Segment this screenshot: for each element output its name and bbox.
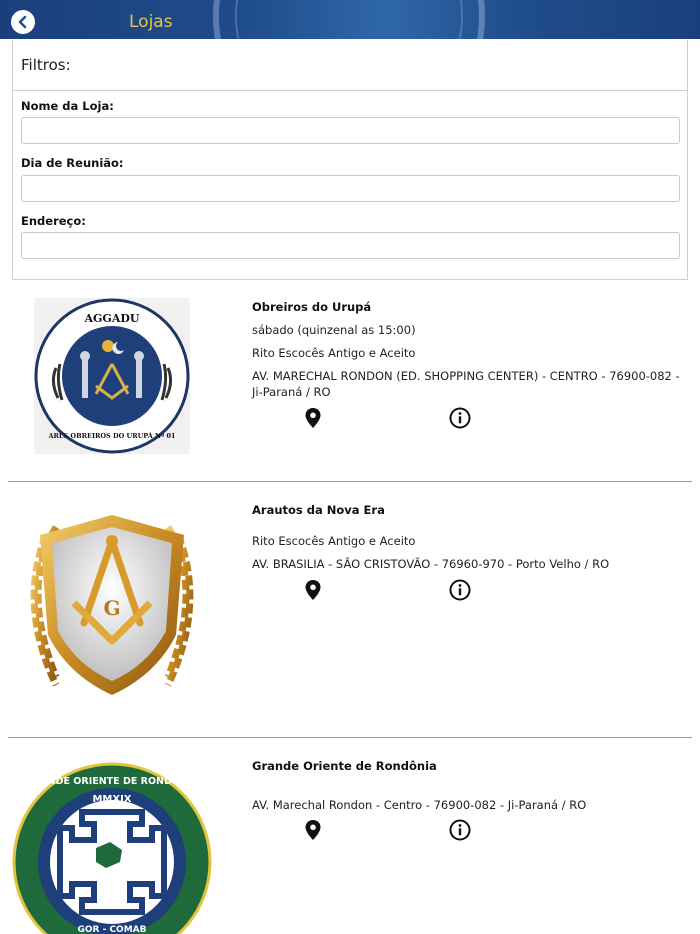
chevron-left-icon — [16, 15, 30, 29]
info-circle-icon — [449, 579, 471, 601]
svg-text:G: G — [103, 596, 121, 620]
lodge-name: Grande Oriente de Rondônia — [252, 759, 437, 773]
lodge-logo-arautos — [16, 505, 208, 709]
info-button[interactable] — [448, 578, 472, 602]
lodge-rite: Rito Escocês Antigo e Aceito — [252, 534, 416, 548]
lodge-logo-gor — [12, 762, 212, 934]
lodge-name-input[interactable] — [21, 117, 680, 144]
lodge-address: AV. BRASILIA - SÃO CRISTOVÃO - 76960-970 - Porto Velho / RO — [252, 557, 610, 571]
lodge-name: Obreiros do Urupá — [252, 300, 372, 314]
meeting-day-input[interactable] — [21, 175, 680, 202]
info-button[interactable] — [448, 406, 472, 430]
header-emblem-ring — [235, 0, 463, 39]
lodge-logo-obreiros — [34, 298, 190, 454]
info-circle-icon — [449, 819, 471, 841]
map-button[interactable] — [301, 406, 325, 430]
info-button[interactable] — [448, 818, 472, 842]
logo-text-mid: MMXIX — [92, 794, 132, 805]
map-button[interactable] — [301, 578, 325, 602]
lodge-meeting: sábado (quinzenal as 15:00) — [252, 323, 416, 337]
map-pin-icon — [305, 408, 321, 428]
list-divider — [8, 481, 692, 482]
back-button[interactable] — [11, 10, 35, 34]
map-pin-icon — [305, 820, 321, 840]
filters-title: Filtros: — [21, 56, 71, 74]
logo-text-top: AGGADU — [84, 312, 140, 325]
logo-text-bottom: GOR - COMAB — [77, 925, 147, 934]
filters-divider — [13, 90, 687, 91]
logo-text-top: GRANDE ORIENTE DE RONDÔNIA — [25, 776, 199, 787]
map-pin-icon — [305, 580, 321, 600]
map-button[interactable] — [301, 818, 325, 842]
lodge-rite: Rito Escocês Antigo e Aceito — [252, 346, 416, 360]
page-title: Lojas — [129, 12, 173, 32]
lodge-name: Arautos da Nova Era — [252, 503, 385, 517]
address-input[interactable] — [21, 232, 680, 259]
filters-panel — [12, 40, 688, 280]
app-header — [0, 0, 700, 39]
lodge-address: AV. Marechal Rondon - Centro - 76900-082 - Ji-Paraná / RO — [252, 798, 587, 812]
lodge-name-label: Nome da Loja: — [21, 99, 114, 113]
lodge-address: AV. MARECHAL RONDON (ED. SHOPPING CENTER) - CENTRO - 76900-082 - Ji-Paraná / RO — [252, 369, 680, 399]
logo-text-bottom: ARLS OBREIROS DO URUPÁ Nº 01 — [48, 432, 176, 440]
address-label: Endereço: — [21, 214, 86, 228]
list-divider — [8, 737, 692, 738]
meeting-day-label: Dia de Reunião: — [21, 156, 124, 170]
info-circle-icon — [449, 407, 471, 429]
